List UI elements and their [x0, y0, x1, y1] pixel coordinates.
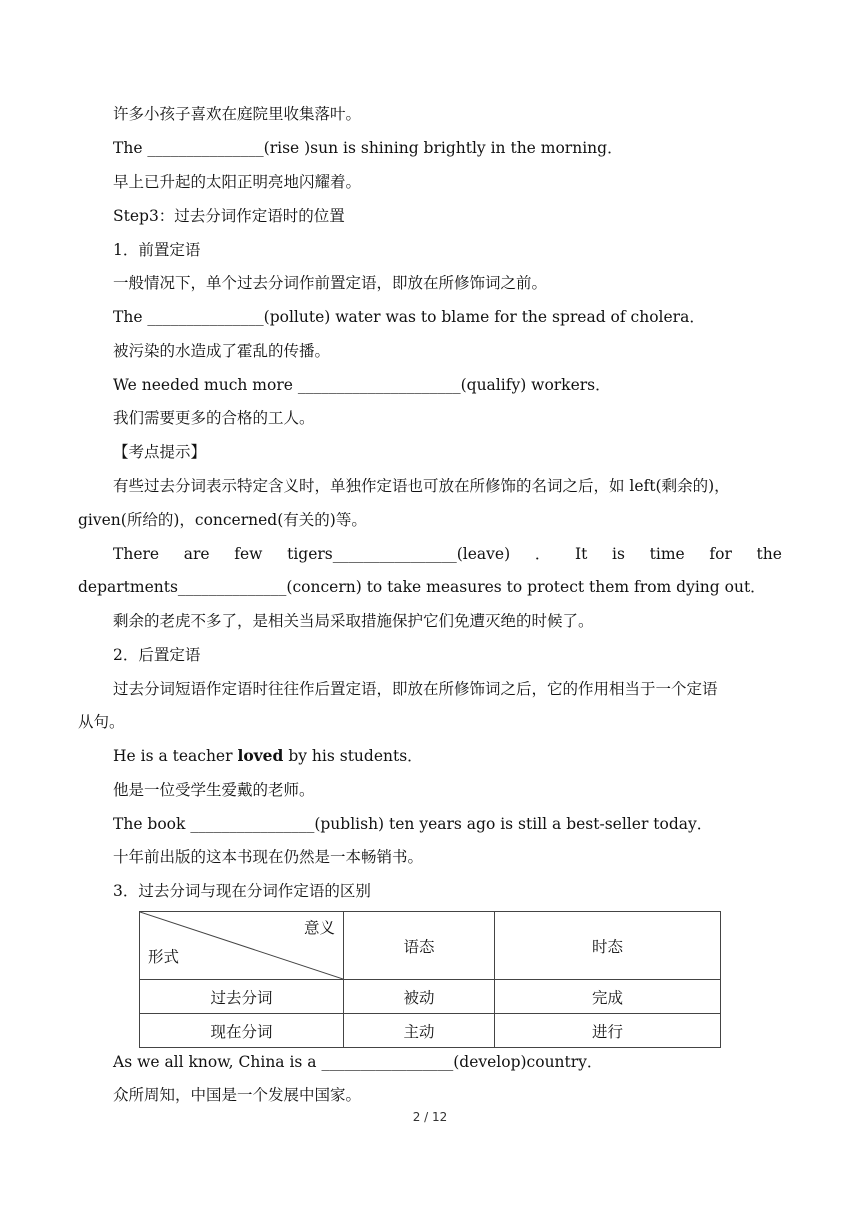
word: few [234, 545, 263, 563]
example-after: by his students． [283, 747, 423, 765]
subheading: 2．后置定语 [113, 646, 201, 664]
text-line: 一般情况下，单个过去分词作前置定语，即放在所修饰词之前。 [113, 274, 548, 292]
word: the [756, 545, 782, 563]
corner-label-top: 意义 [303, 919, 335, 937]
text-line: 众所周知，中国是一个发展中国家。 [113, 1086, 362, 1104]
table-cell: 被动 [344, 980, 495, 1014]
exercise-line: The book ________________(publish) ten years ago is still a best-seller today． [113, 815, 713, 833]
word: is [612, 545, 625, 563]
text-line: 被污染的水造成了霍乱的传播。 [113, 342, 331, 360]
word: time [649, 545, 685, 563]
text-line: 剩余的老虎不多了，是相关当局采取措施保护它们免遭灭绝的时候了。 [113, 612, 594, 630]
table-row [140, 1014, 721, 1048]
text-line: given(所给的)，concerned(有关的)等。 [78, 511, 367, 529]
example-before: He is a teacher [113, 747, 238, 765]
word: for [709, 545, 732, 563]
exercise-line: As we all know, China is a _________________(develop)country． [113, 1053, 603, 1071]
exercise-line: departments______________(concern) to take measures to protect them from dying out． [78, 578, 766, 596]
text-line: 十年前出版的这本书现在仍然是一本畅销书。 [113, 848, 424, 866]
header-cell: 时态 [495, 912, 721, 980]
exercise-line-justified [113, 544, 782, 564]
subheading: 1．前置定语 [113, 241, 201, 259]
exercise-line: The _______________(pollute) water was to blame for the spread of cholera． [113, 308, 705, 326]
header-cell: 语态 [344, 912, 495, 980]
word: tigers________________(leave) [287, 545, 511, 563]
text-line: 从句。 [78, 713, 125, 731]
page-number: 2 / 12 [412, 1110, 448, 1124]
word: It [575, 545, 588, 563]
table-cell: 进行 [495, 1014, 721, 1048]
text-line: 有些过去分词表示特定含义时，单独作定语也可放在所修饰的名词之后，如 left(剩余的)， [113, 477, 730, 495]
table-cell: 完成 [495, 980, 721, 1014]
tip-heading: 【考点提示】 [113, 443, 207, 461]
table-cell: 过去分词 [140, 980, 344, 1014]
corner-cell [140, 912, 344, 980]
table-row [140, 980, 721, 1014]
text-line: 我们需要更多的合格的工人。 [113, 409, 315, 427]
word: ． [534, 545, 551, 563]
word: There [113, 545, 160, 563]
word: are [183, 545, 210, 563]
text-line: 许多小孩子喜欢在庭院里收集落叶。 [113, 105, 362, 123]
exercise-line: The _______________(rise )sun is shining brightly in the morning． [113, 139, 623, 157]
table-header-row [140, 912, 721, 980]
table-cell: 现在分词 [140, 1014, 344, 1048]
table-cell: 主动 [344, 1014, 495, 1048]
example-line [113, 746, 423, 766]
comparison-table [139, 911, 721, 1048]
exercise-line: We needed much more _____________________(qualify) workers． [113, 376, 611, 394]
section-heading: Step3：过去分词作定语时的位置 [113, 207, 345, 225]
text-line: 早上已升起的太阳正明亮地闪耀着。 [113, 173, 362, 191]
text-line: 他是一位受学生爱戴的老师。 [113, 781, 315, 799]
corner-label-bottom: 形式 [148, 948, 180, 966]
subheading: 3．过去分词与现在分词作定语的区别 [113, 882, 371, 900]
example-bold-word: loved [237, 746, 284, 765]
text-line: 过去分词短语作定语时往往作后置定语，即放在所修饰词之后，它的作用相当于一个定语 [113, 680, 718, 698]
